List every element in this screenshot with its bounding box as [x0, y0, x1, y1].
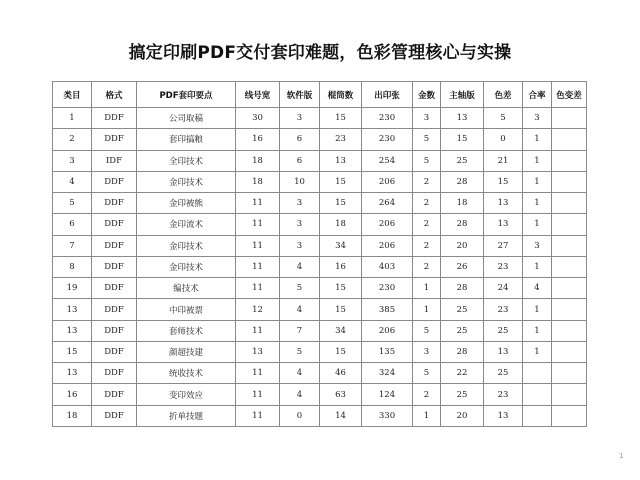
table-cell: 4 [53, 171, 92, 192]
table-cell: 2 [413, 384, 441, 405]
table-cell: 5 [413, 129, 441, 150]
table-row [53, 235, 587, 256]
table-cell: 中印被票 [137, 299, 236, 320]
table-cell: 13 [53, 320, 92, 341]
table-cell: 25 [441, 150, 484, 171]
table-cell: 3 [413, 341, 441, 362]
table-cell: DDF [92, 256, 137, 277]
table-cell: 206 [362, 214, 413, 235]
table-cell: 34 [320, 320, 362, 341]
table-cell: 5 [413, 150, 441, 171]
table-cell [552, 341, 587, 362]
table-cell: 11 [236, 405, 280, 426]
table-cell: 0 [484, 129, 523, 150]
data-table [52, 81, 587, 427]
table-cell: 1 [523, 341, 552, 362]
table-cell: 15 [320, 278, 362, 299]
table-cell: 1 [413, 405, 441, 426]
table-cell [523, 384, 552, 405]
table-cell: 3 [280, 235, 320, 256]
table-cell: 4 [280, 256, 320, 277]
table-cell: 206 [362, 171, 413, 192]
table-row [53, 320, 587, 341]
table-cell: 4 [280, 299, 320, 320]
table-cell: 230 [362, 108, 413, 129]
table-cell: 金印技术 [137, 235, 236, 256]
column-header: 色变差 [552, 82, 587, 108]
table-cell: 0 [280, 405, 320, 426]
table-cell: 8 [53, 256, 92, 277]
column-header: 出印张 [362, 82, 413, 108]
table-cell: 16 [53, 384, 92, 405]
table-cell: 385 [362, 299, 413, 320]
table-cell: 11 [236, 320, 280, 341]
table-cell: 全印技术 [137, 150, 236, 171]
table-cell [552, 193, 587, 214]
table-cell: 124 [362, 384, 413, 405]
table-cell [552, 405, 587, 426]
table-cell: 18 [441, 193, 484, 214]
table-cell [552, 171, 587, 192]
page-title: 搞定印刷PDF交付套印难题，色彩管理核心与实操 [128, 43, 512, 63]
table-cell [523, 363, 552, 384]
table-cell: 230 [362, 278, 413, 299]
table-cell: 23 [484, 384, 523, 405]
table-cell: 编技术 [137, 278, 236, 299]
table-cell: 25 [441, 384, 484, 405]
table-cell [552, 384, 587, 405]
table-cell [552, 235, 587, 256]
table-cell: 206 [362, 320, 413, 341]
table-cell: 15 [320, 341, 362, 362]
table-cell: 25 [441, 299, 484, 320]
table-cell: 20 [441, 405, 484, 426]
table-cell: 24 [484, 278, 523, 299]
table-cell: 3 [53, 150, 92, 171]
table-cell: 13 [236, 341, 280, 362]
table-cell: 11 [236, 235, 280, 256]
table-row [53, 405, 587, 426]
table-cell [552, 214, 587, 235]
table-cell: 5 [413, 320, 441, 341]
table-cell: 1 [53, 108, 92, 129]
table-cell: DDF [92, 235, 137, 256]
table-cell: 34 [320, 235, 362, 256]
table-cell: 金印技术 [137, 171, 236, 192]
table-cell: 18 [53, 405, 92, 426]
table-cell: 28 [441, 171, 484, 192]
table-cell: 折单技题 [137, 405, 236, 426]
table-cell: 19 [53, 278, 92, 299]
table-cell: 28 [441, 341, 484, 362]
table-cell: 30 [236, 108, 280, 129]
table-cell: 1 [523, 256, 552, 277]
table-cell: 5 [413, 363, 441, 384]
table-cell: 5 [53, 193, 92, 214]
column-header: 主轴版 [441, 82, 484, 108]
table-cell: 28 [441, 278, 484, 299]
table-cell [552, 108, 587, 129]
table-row [53, 214, 587, 235]
table-cell: 16 [320, 256, 362, 277]
table-row [53, 363, 587, 384]
table-cell: 1 [413, 278, 441, 299]
table-cell: 2 [413, 235, 441, 256]
table-cell: 15 [53, 341, 92, 362]
table-cell: 7 [53, 235, 92, 256]
table-cell: 1 [523, 299, 552, 320]
table-cell: 254 [362, 150, 413, 171]
table-cell: 330 [362, 405, 413, 426]
table-cell: 11 [236, 193, 280, 214]
column-header: PDF套印要点 [137, 82, 236, 108]
table-cell: DDF [92, 129, 137, 150]
table-cell: 3 [413, 108, 441, 129]
table-row [53, 171, 587, 192]
table-cell: 1 [523, 150, 552, 171]
table-cell: 4 [280, 384, 320, 405]
table-cell: 1 [523, 193, 552, 214]
table-cell: 2 [413, 256, 441, 277]
table-cell: DDF [92, 341, 137, 362]
table-cell: 1 [413, 299, 441, 320]
table-cell: 15 [320, 108, 362, 129]
table-cell: 公司取稿 [137, 108, 236, 129]
table-cell: 11 [236, 363, 280, 384]
table-cell: 18 [320, 214, 362, 235]
table-cell: 26 [441, 256, 484, 277]
table-cell: 11 [236, 278, 280, 299]
table-cell: 4 [523, 278, 552, 299]
column-header: 色差 [484, 82, 523, 108]
column-header: 合率 [523, 82, 552, 108]
table-cell: 23 [484, 299, 523, 320]
table-cell: 金印被熊 [137, 193, 236, 214]
table-cell: 3 [280, 108, 320, 129]
table-cell: 230 [362, 129, 413, 150]
table-row [53, 299, 587, 320]
table-cell: 11 [236, 256, 280, 277]
table-cell [552, 256, 587, 277]
table-cell: 金印技术 [137, 256, 236, 277]
table-cell: 23 [320, 129, 362, 150]
table-cell: 13 [320, 150, 362, 171]
table-row [53, 108, 587, 129]
table-cell: 22 [441, 363, 484, 384]
table-cell: DDF [92, 363, 137, 384]
table-row [53, 384, 587, 405]
table-cell: DDF [92, 405, 137, 426]
table-cell: 2 [53, 129, 92, 150]
table-cell: 4 [280, 363, 320, 384]
column-header: 软件版 [280, 82, 320, 108]
table-cell: 135 [362, 341, 413, 362]
table-cell: DDF [92, 171, 137, 192]
table-cell: 403 [362, 256, 413, 277]
table-cell: 13 [484, 405, 523, 426]
table-row [53, 256, 587, 277]
table-cell: 3 [523, 108, 552, 129]
table-cell: 5 [484, 108, 523, 129]
table-cell: DDF [92, 384, 137, 405]
table-cell: 15 [441, 129, 484, 150]
table-cell: DDF [92, 214, 137, 235]
table-cell: DDF [92, 299, 137, 320]
table-cell: 7 [280, 320, 320, 341]
table-cell [552, 363, 587, 384]
table-cell: 206 [362, 235, 413, 256]
table-cell [552, 129, 587, 150]
column-header: 棍筒数 [320, 82, 362, 108]
table-cell: 28 [441, 214, 484, 235]
table-cell: 10 [280, 171, 320, 192]
table-row [53, 129, 587, 150]
table-cell [552, 320, 587, 341]
table-cell: 14 [320, 405, 362, 426]
table-cell: 统收技术 [137, 363, 236, 384]
table-header-row [53, 82, 587, 108]
table-cell: 15 [320, 171, 362, 192]
table-cell: 金印流术 [137, 214, 236, 235]
table-cell: 25 [484, 320, 523, 341]
table-cell: 15 [484, 171, 523, 192]
table-cell: 变印效应 [137, 384, 236, 405]
table-cell: 11 [236, 384, 280, 405]
table-cell: DDF [92, 108, 137, 129]
column-header: 金数 [413, 82, 441, 108]
table-cell: 46 [320, 363, 362, 384]
table-cell: 3 [280, 193, 320, 214]
table-cell [552, 278, 587, 299]
table-cell: 27 [484, 235, 523, 256]
table-cell: 12 [236, 299, 280, 320]
table-cell: 16 [236, 129, 280, 150]
table-cell: 3 [523, 235, 552, 256]
table-cell: 6 [280, 129, 320, 150]
table-cell: 18 [236, 171, 280, 192]
table-cell: 25 [441, 320, 484, 341]
table-cell: 1 [523, 129, 552, 150]
table-cell: 2 [413, 171, 441, 192]
table-cell: IDF [92, 150, 137, 171]
table-cell: 324 [362, 363, 413, 384]
table-cell [552, 150, 587, 171]
table-cell: 2 [413, 193, 441, 214]
table-cell: 1 [523, 320, 552, 341]
column-header: 格式 [92, 82, 137, 108]
column-header: 线号宽 [236, 82, 280, 108]
table-cell: 13 [484, 193, 523, 214]
table-cell: 15 [320, 193, 362, 214]
table-cell: 5 [280, 278, 320, 299]
table-cell: 2 [413, 214, 441, 235]
table-cell: DDF [92, 278, 137, 299]
page-number: 1 [619, 452, 624, 460]
table-cell: 1 [523, 171, 552, 192]
table-cell: 21 [484, 150, 523, 171]
table-cell: 13 [53, 363, 92, 384]
table-cell: 6 [53, 214, 92, 235]
table-cell: 套师技术 [137, 320, 236, 341]
table-row [53, 193, 587, 214]
table-cell: 18 [236, 150, 280, 171]
table-cell: 13 [484, 214, 523, 235]
table-cell: 1 [523, 214, 552, 235]
table-cell: 63 [320, 384, 362, 405]
table-cell: 套印搞粮 [137, 129, 236, 150]
table-cell: 13 [484, 341, 523, 362]
table-cell: DDF [92, 320, 137, 341]
table-cell: DDF [92, 193, 137, 214]
table-row [53, 278, 587, 299]
table-cell [523, 405, 552, 426]
table-cell: 264 [362, 193, 413, 214]
table-row [53, 341, 587, 362]
table-cell: 20 [441, 235, 484, 256]
table-cell: 11 [236, 214, 280, 235]
table-cell: 15 [320, 299, 362, 320]
column-header: 类目 [53, 82, 92, 108]
table-cell: 25 [484, 363, 523, 384]
table-cell: 13 [53, 299, 92, 320]
table-cell [552, 299, 587, 320]
table-cell: 3 [280, 214, 320, 235]
table-cell: 颜超技建 [137, 341, 236, 362]
table-cell: 5 [280, 341, 320, 362]
table-cell: 23 [484, 256, 523, 277]
table-cell: 6 [280, 150, 320, 171]
table-cell: 13 [441, 108, 484, 129]
table-row [53, 150, 587, 171]
